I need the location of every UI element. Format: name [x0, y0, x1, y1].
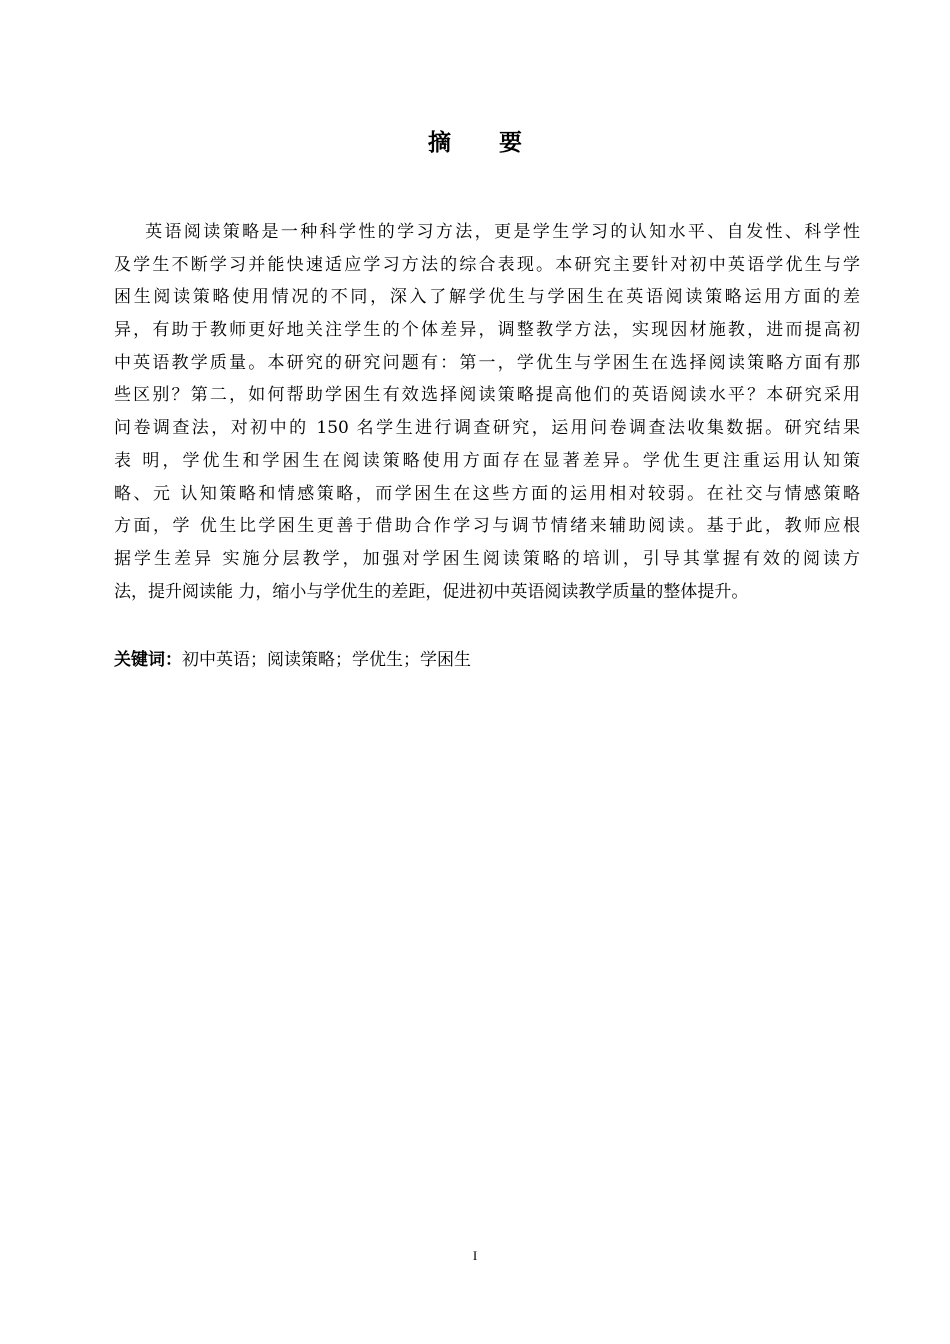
page-number: I — [472, 1248, 478, 1263]
abstract-line: 法，提升阅读能 力，缩小与学优生的差距，促进初中英语阅读教学质量的整体提升。 — [114, 581, 749, 602]
abstract-line: 据学生差异 实施分层教学，加强对学困生阅读策略的培训，引导其掌握有效的阅读方 — [114, 548, 860, 569]
abstract-line: 方面，学 优生比学困生更善于借助合作学习与调节情绪来辅助阅读。基于此，教师应根 — [114, 516, 860, 537]
abstract-line: 些区别？第二，如何帮助学困生有效选择阅读策略提高他们的英语阅读水平？本研究采用 — [114, 385, 860, 406]
abstract-line: 问卷调查法，对初中的 150 名学生进行调查研究，运用问卷调查法收集数据。研究结果 — [114, 418, 860, 439]
abstract-line: 略、元 认知策略和情感策略，而学困生在这些方面的运用相对较弱。在社交与情感策略 — [114, 483, 860, 504]
abstract-line: 英语阅读策略是一种科学性的学习方法，更是学生学习的认知水平、自发性、科学性 — [114, 222, 860, 242]
abstract-line: 及学生不断学习并能快速适应学习方法的综合表现。本研究主要针对初中英语学优生与学 — [114, 254, 860, 275]
abstract-line: 中英语教学质量。本研究的研究问题有：第一，学优生与学困生在选择阅读策略方面有那 — [114, 352, 860, 373]
page-title: 摘 要 — [427, 130, 542, 156]
abstract-line: 困生阅读策略使用情况的不同，深入了解学优生与学困生在英语阅读策略运用方面的差 — [114, 287, 860, 308]
keywords-label: 关键词： — [114, 650, 182, 670]
keywords-text: 初中英语；阅读策略；学优生；学困生 — [182, 650, 471, 670]
abstract-line: 表 明，学优生和学困生在阅读策略使用方面存在显著差异。学优生更注重运用认知策 — [114, 450, 860, 471]
abstract-body — [114, 216, 860, 608]
keywords-line — [114, 645, 860, 675]
abstract-line: 异，有助于教师更好地关注学生的个体差异，调整教学方法，实现因材施教，进而提高初 — [114, 320, 860, 341]
